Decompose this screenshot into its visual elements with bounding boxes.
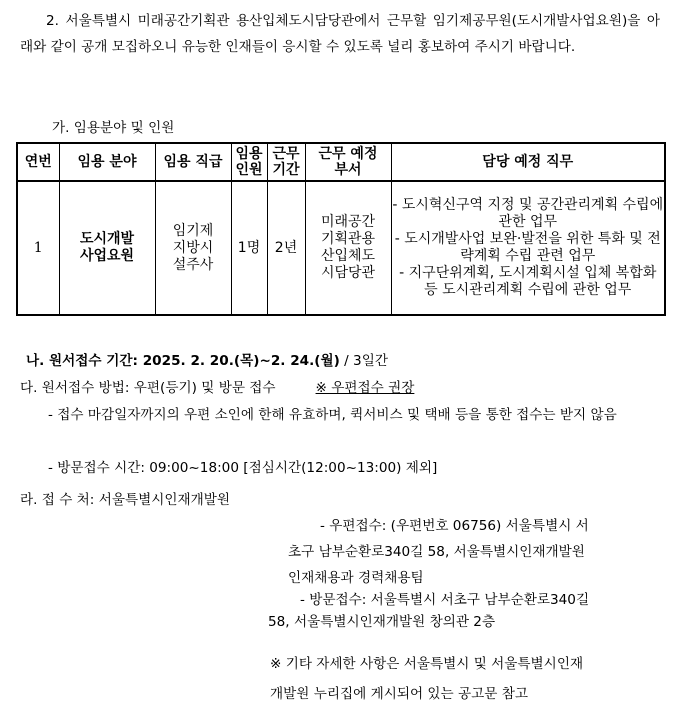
table-header-row <box>17 143 665 181</box>
reception-place: 라. 접 수 처: 서울특별시인재개발원 <box>20 492 231 508</box>
header-grade: 임용 직급 <box>155 143 231 181</box>
etc-notice-line: ※ 기타 자세한 사항은 서울특별시 및 서울특별시인재 <box>270 656 584 672</box>
postal-recommendation: ※ 우편접수 권장 <box>315 380 415 396</box>
postal-address-line: - 우편접수: (우편번호 06756) 서울특별시 서 <box>320 518 589 534</box>
cell-period: 2년 <box>267 181 305 315</box>
cell-field: 도시개발사업요원 <box>59 181 155 315</box>
header-field: 임용 분야 <box>59 143 155 181</box>
header-duties: 담당 예정 직무 <box>391 143 665 181</box>
application-period-label: 나. 원서접수 기간: 2025. 2. 20.(목)~2. 24.(월) <box>26 353 340 369</box>
section-heading-recruitment: 가. 임용분야 및 인원 <box>52 120 175 136</box>
cell-grade: 임기제지방시설주사 <box>155 181 231 315</box>
intro-paragraph: 2. 서울특별시 미래공간기획관 용산입체도시담당관에서 근무할 임기제공무원(도시개발사업요원)을 아래와 같이 공개 모집하오니 유능한 인재들이 응시할 수 있도록 널리 홍보하여 주시기 바랍니다. <box>20 13 660 55</box>
method-note-visit-hours: - 방문접수 시간: 09:00~18:00 [점심시간(12:00~13:00) 제외] <box>48 460 438 476</box>
cell-duties <box>391 181 665 315</box>
header-no: 연번 <box>17 143 59 181</box>
visit-address-line: 58, 서울특별시인재개발원 창의관 2층 <box>268 614 496 630</box>
header-dept: 근무 예정 부서 <box>305 143 391 181</box>
cell-no: 1 <box>17 181 59 315</box>
header-count: 임용인원 <box>231 143 267 181</box>
table-row <box>17 181 665 315</box>
visit-address-line: - 방문접수: 서울특별시 서초구 남부순환로340길 <box>300 592 590 608</box>
application-method <box>20 376 414 396</box>
duty-item: - 도시혁신구역 지정 및 공간관리계획 수립에 관한 업무 <box>392 197 664 230</box>
postal-address-line: 초구 남부순환로340길 58, 서울특별시인재개발원 <box>288 544 585 560</box>
method-note-postmark: - 접수 마감일자까지의 우편 소인에 한해 유효하며, 퀵서비스 및 택배 등을 통한 접수는 받지 않음 <box>48 407 617 423</box>
recruitment-table <box>16 142 666 316</box>
duty-item: - 도시개발사업 보완·발전을 위한 특화 및 전략계획 수립 관련 업무 <box>394 231 661 264</box>
cell-count: 1명 <box>231 181 267 315</box>
postal-address-line: 인재채용과 경력채용팀 <box>288 570 424 586</box>
header-period: 근무기간 <box>267 143 305 181</box>
duty-item: - 지구단위계획, 도시계획시설 입체 복합화 등 도시관리계획 수립에 관한 업무 <box>399 265 657 298</box>
etc-notice-line: 개발원 누리집에 게시되어 있는 공고문 참고 <box>270 686 528 702</box>
cell-dept: 미래공간기획관용산입체도시담당관 <box>305 181 391 315</box>
application-period-days: / 3일간 <box>339 353 388 369</box>
application-period <box>26 349 388 369</box>
application-method-label: 다. 원서접수 방법: 우편(등기) 및 방문 접수 <box>20 380 276 396</box>
